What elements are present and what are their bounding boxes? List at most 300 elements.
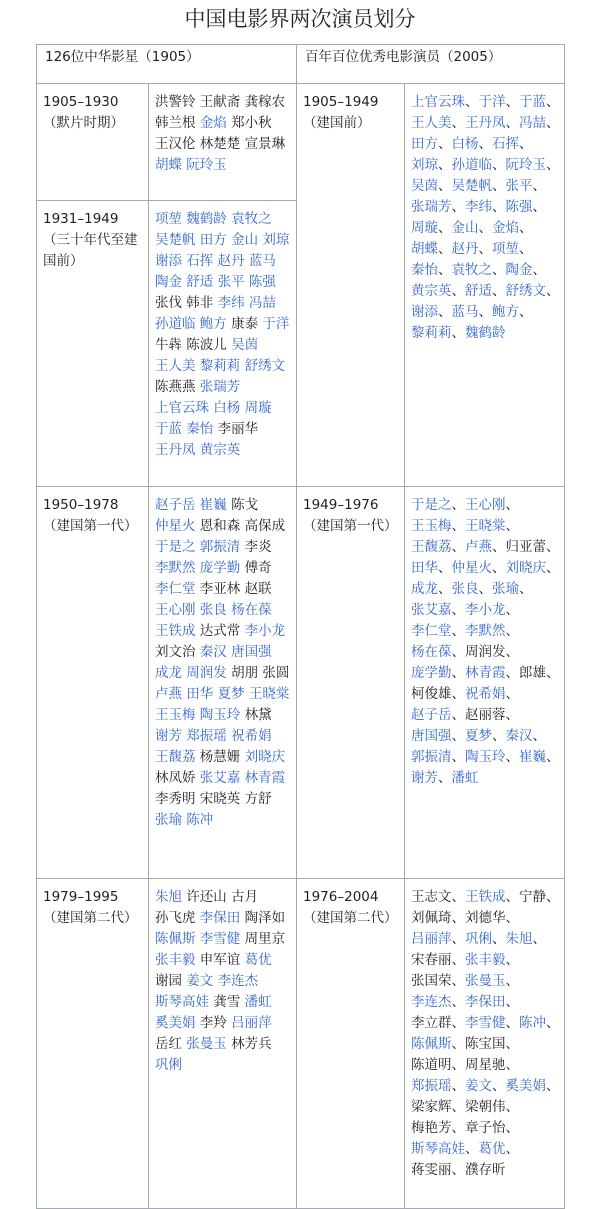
name-separator: 、 — [505, 1036, 519, 1052]
actor-name: 归亚蕾 — [505, 539, 546, 555]
actor-link[interactable]: 斯琴高娃 — [411, 1141, 465, 1157]
name-separator: 、 — [492, 728, 506, 744]
name-separator: 、 — [505, 889, 519, 905]
actor-name: 李亚林 — [199, 581, 241, 597]
actor-link[interactable]: 金山 — [451, 220, 479, 236]
actor-link[interactable]: 王人美 — [411, 115, 452, 131]
actor-link[interactable]: 上官云珠 — [155, 400, 209, 416]
actor-link[interactable]: 袁牧之 — [231, 211, 272, 227]
name-separator: 、 — [438, 178, 452, 194]
name-separator: 、 — [451, 973, 465, 989]
actor-name: 宁静 — [519, 889, 546, 905]
actor-link[interactable]: 鲍方 — [492, 304, 519, 320]
name-separator: 、 — [505, 952, 519, 968]
actor-link[interactable]: 刘晓庆 — [244, 749, 286, 765]
name-separator: 、 — [451, 749, 465, 765]
period-range: 1905–1949 — [303, 94, 379, 110]
name-separator: 、 — [519, 136, 533, 152]
actor-link[interactable]: 田方 — [411, 136, 438, 152]
actor-name: 王献斋 — [199, 94, 241, 110]
left-period-cell — [37, 201, 149, 487]
name-separator: 、 — [505, 518, 519, 534]
actor-name: 陈戈 — [231, 497, 259, 513]
name-separator: 、 — [451, 1057, 465, 1073]
actor-name: 刘德华 — [465, 910, 506, 926]
actor-link[interactable]: 林青霞 — [465, 665, 506, 681]
actor-link[interactable]: 上官云珠 — [411, 94, 465, 110]
actor-name: 周润发 — [465, 644, 506, 660]
actor-link[interactable]: 张艾嘉 — [411, 602, 452, 618]
actor-name: 林芳兵 — [231, 1036, 272, 1052]
name-separator: 、 — [505, 644, 519, 660]
actor-link[interactable]: 赵丹 — [217, 253, 245, 269]
actor-name: 郎雄 — [519, 665, 546, 681]
actor-link[interactable]: 魏鹤龄 — [186, 211, 227, 227]
actor-link[interactable]: 葛优 — [478, 1141, 506, 1157]
actor-link[interactable]: 张良 — [199, 602, 227, 618]
name-separator: 、 — [546, 889, 560, 905]
actor-link[interactable]: 李保田 — [465, 994, 506, 1010]
actor-link[interactable]: 杨在葆 — [231, 602, 272, 618]
actor-name: 梅艳芳 — [411, 1120, 452, 1136]
actor-link[interactable]: 庞学勤 — [411, 665, 452, 681]
actor-link[interactable]: 阮玲玉 — [505, 157, 546, 173]
actor-link[interactable]: 谢添 — [411, 304, 438, 320]
actor-link[interactable]: 李默然 — [155, 560, 196, 576]
actor-link[interactable]: 仲星火 — [451, 560, 492, 576]
actor-name: 陈宝国 — [465, 1036, 506, 1052]
actor-link[interactable]: 李雪健 — [465, 1015, 506, 1031]
actor-link[interactable]: 刘琼 — [411, 157, 438, 173]
actor-link[interactable]: 陈佩斯 — [411, 1036, 452, 1052]
actor-link[interactable]: 吴茵 — [411, 178, 438, 194]
name-separator: 、 — [451, 644, 465, 660]
actor-link[interactable]: 王丹凤 — [155, 442, 196, 458]
actor-link[interactable]: 祝希娟 — [465, 686, 506, 702]
header-right: 百年百位优秀电影演员（2005） — [297, 45, 565, 84]
actor-link[interactable]: 秦汉 — [199, 644, 227, 660]
actor-link[interactable]: 冯喆 — [519, 115, 546, 131]
actor-link[interactable]: 张丰毅 — [465, 952, 506, 968]
actor-link[interactable]: 葛优 — [244, 952, 272, 968]
actor-name: 张圆 — [262, 665, 290, 681]
actor-link[interactable]: 奚美娟 — [155, 1015, 196, 1031]
actor-link[interactable]: 舒适 — [465, 283, 492, 299]
actor-name: 林楚楚 — [199, 136, 241, 152]
left-period-cell — [37, 879, 149, 1209]
actor-link[interactable]: 赵子岳 — [411, 707, 452, 723]
actor-link[interactable]: 仲星火 — [155, 518, 196, 534]
actor-link[interactable]: 张瑞芳 — [199, 379, 241, 395]
actor-name: 蒋雯丽 — [411, 1162, 452, 1178]
name-separator: 、 — [546, 283, 560, 299]
actor-name: 古月 — [231, 889, 259, 905]
actor-name: 宋春丽 — [411, 952, 452, 968]
actor-link[interactable]: 张曼玉 — [186, 1036, 227, 1052]
actor-link[interactable]: 李默然 — [465, 623, 506, 639]
name-separator: 、 — [505, 1120, 519, 1136]
actor-link[interactable]: 秦怡 — [411, 262, 438, 278]
name-separator: 、 — [546, 665, 560, 681]
name-separator: 、 — [505, 623, 519, 639]
actor-link[interactable]: 李纬 — [217, 295, 245, 311]
actor-name: 方舒 — [244, 791, 272, 807]
actor-link[interactable]: 卢燕 — [465, 539, 492, 555]
actor-link[interactable]: 谢芳 — [411, 770, 438, 786]
actor-link[interactable]: 王丹凤 — [465, 115, 506, 131]
name-separator: 、 — [505, 602, 519, 618]
left-names-cell — [149, 84, 297, 201]
actor-name: 康泰 — [231, 316, 259, 332]
actor-name: 龚雪 — [213, 994, 241, 1010]
actor-link[interactable]: 王铁成 — [155, 623, 196, 639]
actor-link[interactable]: 孙道临 — [451, 157, 492, 173]
name-separator: 、 — [478, 581, 492, 597]
actor-link[interactable]: 秦怡 — [186, 421, 214, 437]
name-separator: 、 — [505, 94, 519, 110]
actor-link[interactable]: 奚美娟 — [505, 1078, 546, 1094]
actor-link[interactable]: 金焰 — [492, 220, 519, 236]
actor-name: 杨慧姗 — [199, 749, 241, 765]
actor-link[interactable]: 田方 — [199, 232, 227, 248]
actor-link[interactable]: 李雪健 — [199, 931, 241, 947]
actor-link[interactable]: 袁牧之 — [451, 262, 492, 278]
actor-link[interactable]: 张平 — [217, 274, 245, 290]
actor-link[interactable]: 吕丽萍 — [231, 1015, 272, 1031]
actor-link[interactable]: 于是之 — [155, 539, 196, 555]
actor-link[interactable]: 朱旭 — [505, 931, 533, 947]
actor-name: 赵丽蓉 — [465, 707, 506, 723]
name-separator: 、 — [451, 1120, 465, 1136]
name-separator: 、 — [546, 749, 560, 765]
actor-link[interactable]: 田华 — [411, 560, 438, 576]
actor-link[interactable]: 郭振清 — [199, 539, 241, 555]
actor-name: 宣景琳 — [244, 136, 286, 152]
actor-classification-table — [36, 44, 565, 1209]
actor-name: 牛犇 — [155, 337, 182, 353]
name-separator: 、 — [519, 304, 533, 320]
actor-link[interactable]: 巩俐 — [465, 931, 492, 947]
actor-link[interactable]: 项堃 — [492, 241, 519, 257]
actor-link[interactable]: 周璇 — [244, 400, 272, 416]
actor-link[interactable]: 祝希娟 — [231, 728, 272, 744]
actor-link[interactable]: 田华 — [186, 686, 214, 702]
actor-link[interactable]: 王铁成 — [465, 889, 506, 905]
actor-link[interactable]: 王馥荔 — [411, 539, 452, 555]
actor-link[interactable]: 陶金 — [155, 274, 182, 290]
actor-link[interactable]: 潘虹 — [451, 770, 479, 786]
actor-link[interactable]: 赵丹 — [451, 241, 479, 257]
actor-link[interactable]: 吴茵 — [231, 337, 259, 353]
name-separator: 、 — [505, 1141, 519, 1157]
actor-link[interactable]: 秦汉 — [505, 728, 533, 744]
actor-link[interactable]: 于蓝 — [519, 94, 546, 110]
actor-link[interactable]: 王晓棠 — [248, 686, 290, 702]
name-separator: 、 — [451, 931, 465, 947]
table-row — [37, 879, 565, 1209]
period-desc: （建国第一代） — [43, 518, 138, 534]
actor-link[interactable]: 舒适 — [186, 274, 214, 290]
actor-name: 许还山 — [186, 889, 227, 905]
actor-link[interactable]: 王人美 — [155, 358, 196, 374]
actor-name: 李秀明 — [155, 791, 196, 807]
actor-name: 王志文 — [411, 889, 452, 905]
actor-link[interactable]: 王馥荔 — [155, 749, 196, 765]
actor-link[interactable]: 蓝马 — [248, 253, 276, 269]
actor-link[interactable]: 姜文 — [465, 1078, 492, 1094]
actor-link[interactable]: 夏梦 — [217, 686, 245, 702]
actor-link[interactable]: 舒绣文 — [244, 358, 286, 374]
name-separator: 、 — [478, 304, 492, 320]
name-separator: 、 — [451, 623, 465, 639]
actor-link[interactable]: 胡蝶 — [155, 157, 182, 173]
name-separator: 、 — [451, 602, 465, 618]
period-desc: （默片时期） — [43, 115, 124, 131]
actor-name: 李羚 — [199, 1015, 227, 1031]
actor-name: 梁家辉 — [411, 1099, 452, 1115]
actor-link[interactable]: 唐国强 — [411, 728, 452, 744]
actor-name: 张伐 — [155, 295, 182, 311]
actor-link[interactable]: 王玉梅 — [411, 518, 452, 534]
actor-link[interactable]: 石挥 — [186, 253, 214, 269]
actor-link[interactable]: 陶玉玲 — [465, 749, 506, 765]
actor-link[interactable]: 成龙 — [155, 665, 182, 681]
actor-link[interactable]: 于蓝 — [155, 421, 182, 437]
actor-link[interactable]: 王心刚 — [465, 497, 506, 513]
actor-name: 宋晓英 — [199, 791, 241, 807]
period-range: 1905–1930 — [43, 94, 119, 110]
name-separator: 、 — [492, 560, 506, 576]
right-period-cell — [297, 487, 405, 879]
actor-link[interactable]: 郭振清 — [411, 749, 452, 765]
actor-name: 张国荣 — [411, 973, 452, 989]
actor-link[interactable]: 周璇 — [411, 220, 438, 236]
actor-link[interactable]: 张丰毅 — [155, 952, 196, 968]
name-separator: 、 — [492, 178, 506, 194]
actor-link[interactable]: 崔巍 — [519, 749, 546, 765]
actor-link[interactable]: 李连杰 — [411, 994, 452, 1010]
right-names-cell — [405, 84, 565, 487]
actor-link[interactable]: 魏鹤龄 — [465, 325, 506, 341]
actor-link[interactable]: 于洋 — [262, 316, 290, 332]
actor-name: 韩非 — [186, 295, 214, 311]
name-separator: 、 — [492, 157, 506, 173]
actor-name: 傅奇 — [244, 560, 272, 576]
name-separator: 、 — [451, 325, 465, 341]
actor-link[interactable]: 黎莉莉 — [411, 325, 452, 341]
actor-link[interactable]: 黄宗英 — [199, 442, 241, 458]
actor-link[interactable]: 陈强 — [505, 199, 533, 215]
actor-link[interactable]: 王心刚 — [155, 602, 196, 618]
actor-link[interactable]: 白杨 — [213, 400, 241, 416]
actor-link[interactable]: 庞学勤 — [199, 560, 241, 576]
name-separator: 、 — [546, 1078, 560, 1094]
actor-name: 韩兰根 — [155, 115, 196, 131]
name-separator: 、 — [438, 770, 452, 786]
actor-link[interactable]: 舒绣文 — [505, 283, 546, 299]
actor-link[interactable]: 陈冲 — [519, 1015, 546, 1031]
actor-name: 恩和森 — [199, 518, 241, 534]
name-separator: 、 — [438, 241, 452, 257]
actor-link[interactable]: 黎莉莉 — [199, 358, 241, 374]
name-separator: 、 — [505, 686, 519, 702]
actor-name: 郑小秋 — [231, 115, 272, 131]
name-separator: 、 — [465, 94, 479, 110]
name-separator: 、 — [492, 199, 506, 215]
name-separator: 、 — [465, 1141, 479, 1157]
actor-link[interactable]: 卢燕 — [155, 686, 182, 702]
actor-name: 洪警铃 — [155, 94, 196, 110]
actor-link[interactable]: 吴楚帆 — [155, 232, 196, 248]
actor-link[interactable]: 陶玉玲 — [199, 707, 241, 723]
actor-link[interactable]: 阮玲玉 — [186, 157, 227, 173]
actor-link[interactable]: 张曼玉 — [465, 973, 506, 989]
actor-link[interactable]: 王玉梅 — [155, 707, 196, 723]
actor-link[interactable]: 巩俐 — [155, 1057, 182, 1073]
actor-link[interactable]: 李仁堂 — [411, 623, 452, 639]
actor-link[interactable]: 石挥 — [492, 136, 519, 152]
actor-name: 陶泽如 — [244, 910, 286, 926]
period-desc: （三十年代至建国前） — [43, 232, 138, 269]
actor-link[interactable]: 刘晓庆 — [505, 560, 546, 576]
actor-link[interactable]: 赵子岳 — [155, 497, 196, 513]
actor-link[interactable]: 于是之 — [411, 497, 452, 513]
name-separator: 、 — [505, 994, 519, 1010]
name-separator: 、 — [505, 749, 519, 765]
name-separator: 、 — [451, 1078, 465, 1094]
period-desc: （建国第二代） — [303, 910, 398, 926]
actor-link[interactable]: 李小龙 — [465, 602, 506, 618]
actor-name: 濮存昕 — [465, 1162, 506, 1178]
actor-link[interactable]: 白杨 — [451, 136, 479, 152]
name-separator: 、 — [451, 539, 465, 555]
name-separator: 、 — [478, 220, 492, 236]
name-separator: 、 — [451, 665, 465, 681]
period-range: 1950–1978 — [43, 497, 119, 513]
actor-name: 柯俊雄 — [411, 686, 452, 702]
name-separator: 、 — [438, 220, 452, 236]
actor-link[interactable]: 王晓棠 — [465, 518, 506, 534]
actor-link[interactable]: 蓝马 — [451, 304, 479, 320]
actor-link[interactable]: 李纬 — [465, 199, 492, 215]
actor-link[interactable]: 崔巍 — [199, 497, 227, 513]
actor-link[interactable]: 黄宗英 — [411, 283, 452, 299]
actor-link[interactable]: 张良 — [451, 581, 479, 597]
actor-link[interactable]: 张瑜 — [155, 812, 182, 828]
actor-link[interactable]: 潘虹 — [244, 994, 272, 1010]
name-separator: 、 — [492, 283, 506, 299]
period-desc: （建国前） — [303, 115, 371, 131]
right-period-cell — [297, 879, 405, 1209]
actor-link[interactable]: 斯琴高娃 — [155, 994, 209, 1010]
actor-link[interactable]: 郑振瑶 — [411, 1078, 452, 1094]
actor-name: 胡朋 — [231, 665, 259, 681]
actor-name: 龚稼农 — [244, 94, 286, 110]
name-separator: 、 — [438, 304, 452, 320]
actor-link[interactable]: 李连杰 — [217, 973, 259, 989]
name-separator: 、 — [505, 665, 519, 681]
actor-link[interactable]: 夏梦 — [465, 728, 492, 744]
period-range: 1949–1976 — [303, 497, 379, 513]
actor-link[interactable]: 吕丽萍 — [411, 931, 452, 947]
actor-link[interactable]: 郑振瑶 — [186, 728, 227, 744]
actor-link[interactable]: 金山 — [231, 232, 259, 248]
period-range: 1931–1949 — [43, 211, 119, 227]
name-separator: 、 — [505, 1057, 519, 1073]
name-separator: 、 — [451, 1162, 465, 1178]
actor-link[interactable]: 陈佩斯 — [155, 931, 196, 947]
actor-name: 李丽华 — [217, 421, 259, 437]
actor-name: 周星驰 — [465, 1057, 506, 1073]
name-separator: 、 — [492, 931, 506, 947]
actor-link[interactable]: 李仁堂 — [155, 581, 196, 597]
actor-link[interactable]: 杨在葆 — [411, 644, 452, 660]
name-separator: 、 — [505, 497, 519, 513]
period-range: 1976–2004 — [303, 889, 379, 905]
actor-link[interactable]: 金焰 — [199, 115, 227, 131]
actor-link[interactable]: 陈冲 — [186, 812, 214, 828]
actor-link[interactable]: 项堃 — [155, 211, 182, 227]
name-separator: 、 — [505, 973, 519, 989]
right-names-cell — [405, 487, 565, 879]
actor-link[interactable]: 冯喆 — [248, 295, 276, 311]
name-separator: 、 — [451, 707, 465, 723]
left-names-cell — [149, 487, 297, 879]
actor-name: 达式常 — [199, 623, 241, 639]
actor-link[interactable]: 李小龙 — [244, 623, 286, 639]
name-separator: 、 — [532, 199, 546, 215]
name-separator: 、 — [505, 1099, 519, 1115]
actor-link[interactable]: 周润发 — [186, 665, 227, 681]
right-period-cell — [297, 84, 405, 487]
name-separator: 、 — [532, 178, 546, 194]
actor-link[interactable]: 朱旭 — [155, 889, 182, 905]
actor-name: 孙飞虎 — [155, 910, 196, 926]
actor-link[interactable]: 于洋 — [478, 94, 506, 110]
actor-name: 陈道明 — [411, 1057, 452, 1073]
name-separator: 、 — [451, 283, 465, 299]
actor-link[interactable]: 陶金 — [505, 262, 533, 278]
actor-link[interactable]: 谢添 — [155, 253, 182, 269]
name-separator: 、 — [519, 220, 533, 236]
actor-link[interactable]: 谢芳 — [155, 728, 182, 744]
actor-link[interactable]: 姜文 — [186, 973, 214, 989]
actor-link[interactable]: 张艾嘉 — [199, 770, 241, 786]
name-separator: 、 — [532, 931, 546, 947]
actor-link[interactable]: 唐国强 — [231, 644, 272, 660]
actor-link[interactable]: 吴楚帆 — [451, 178, 492, 194]
actor-link[interactable]: 张瑞芳 — [411, 199, 452, 215]
actor-link[interactable]: 张瑜 — [492, 581, 519, 597]
name-separator: 、 — [451, 518, 465, 534]
name-separator: 、 — [451, 497, 465, 513]
actor-name: 章子怡 — [465, 1120, 506, 1136]
actor-link[interactable]: 陈强 — [248, 274, 276, 290]
actor-link[interactable]: 孙道临 — [155, 316, 196, 332]
actor-name: 陈燕燕 — [155, 379, 196, 395]
left-names-cell — [149, 879, 297, 1209]
actor-link[interactable]: 张平 — [505, 178, 533, 194]
actor-link[interactable]: 林青霞 — [244, 770, 286, 786]
actor-link[interactable]: 成龙 — [411, 581, 438, 597]
table-row — [37, 487, 565, 879]
actor-link[interactable]: 鲍方 — [199, 316, 227, 332]
actor-link[interactable]: 李保田 — [199, 910, 241, 926]
name-separator: 、 — [546, 94, 560, 110]
actor-link[interactable]: 胡蝶 — [411, 241, 438, 257]
name-separator: 、 — [478, 241, 492, 257]
actor-link[interactable]: 刘琼 — [262, 232, 290, 248]
